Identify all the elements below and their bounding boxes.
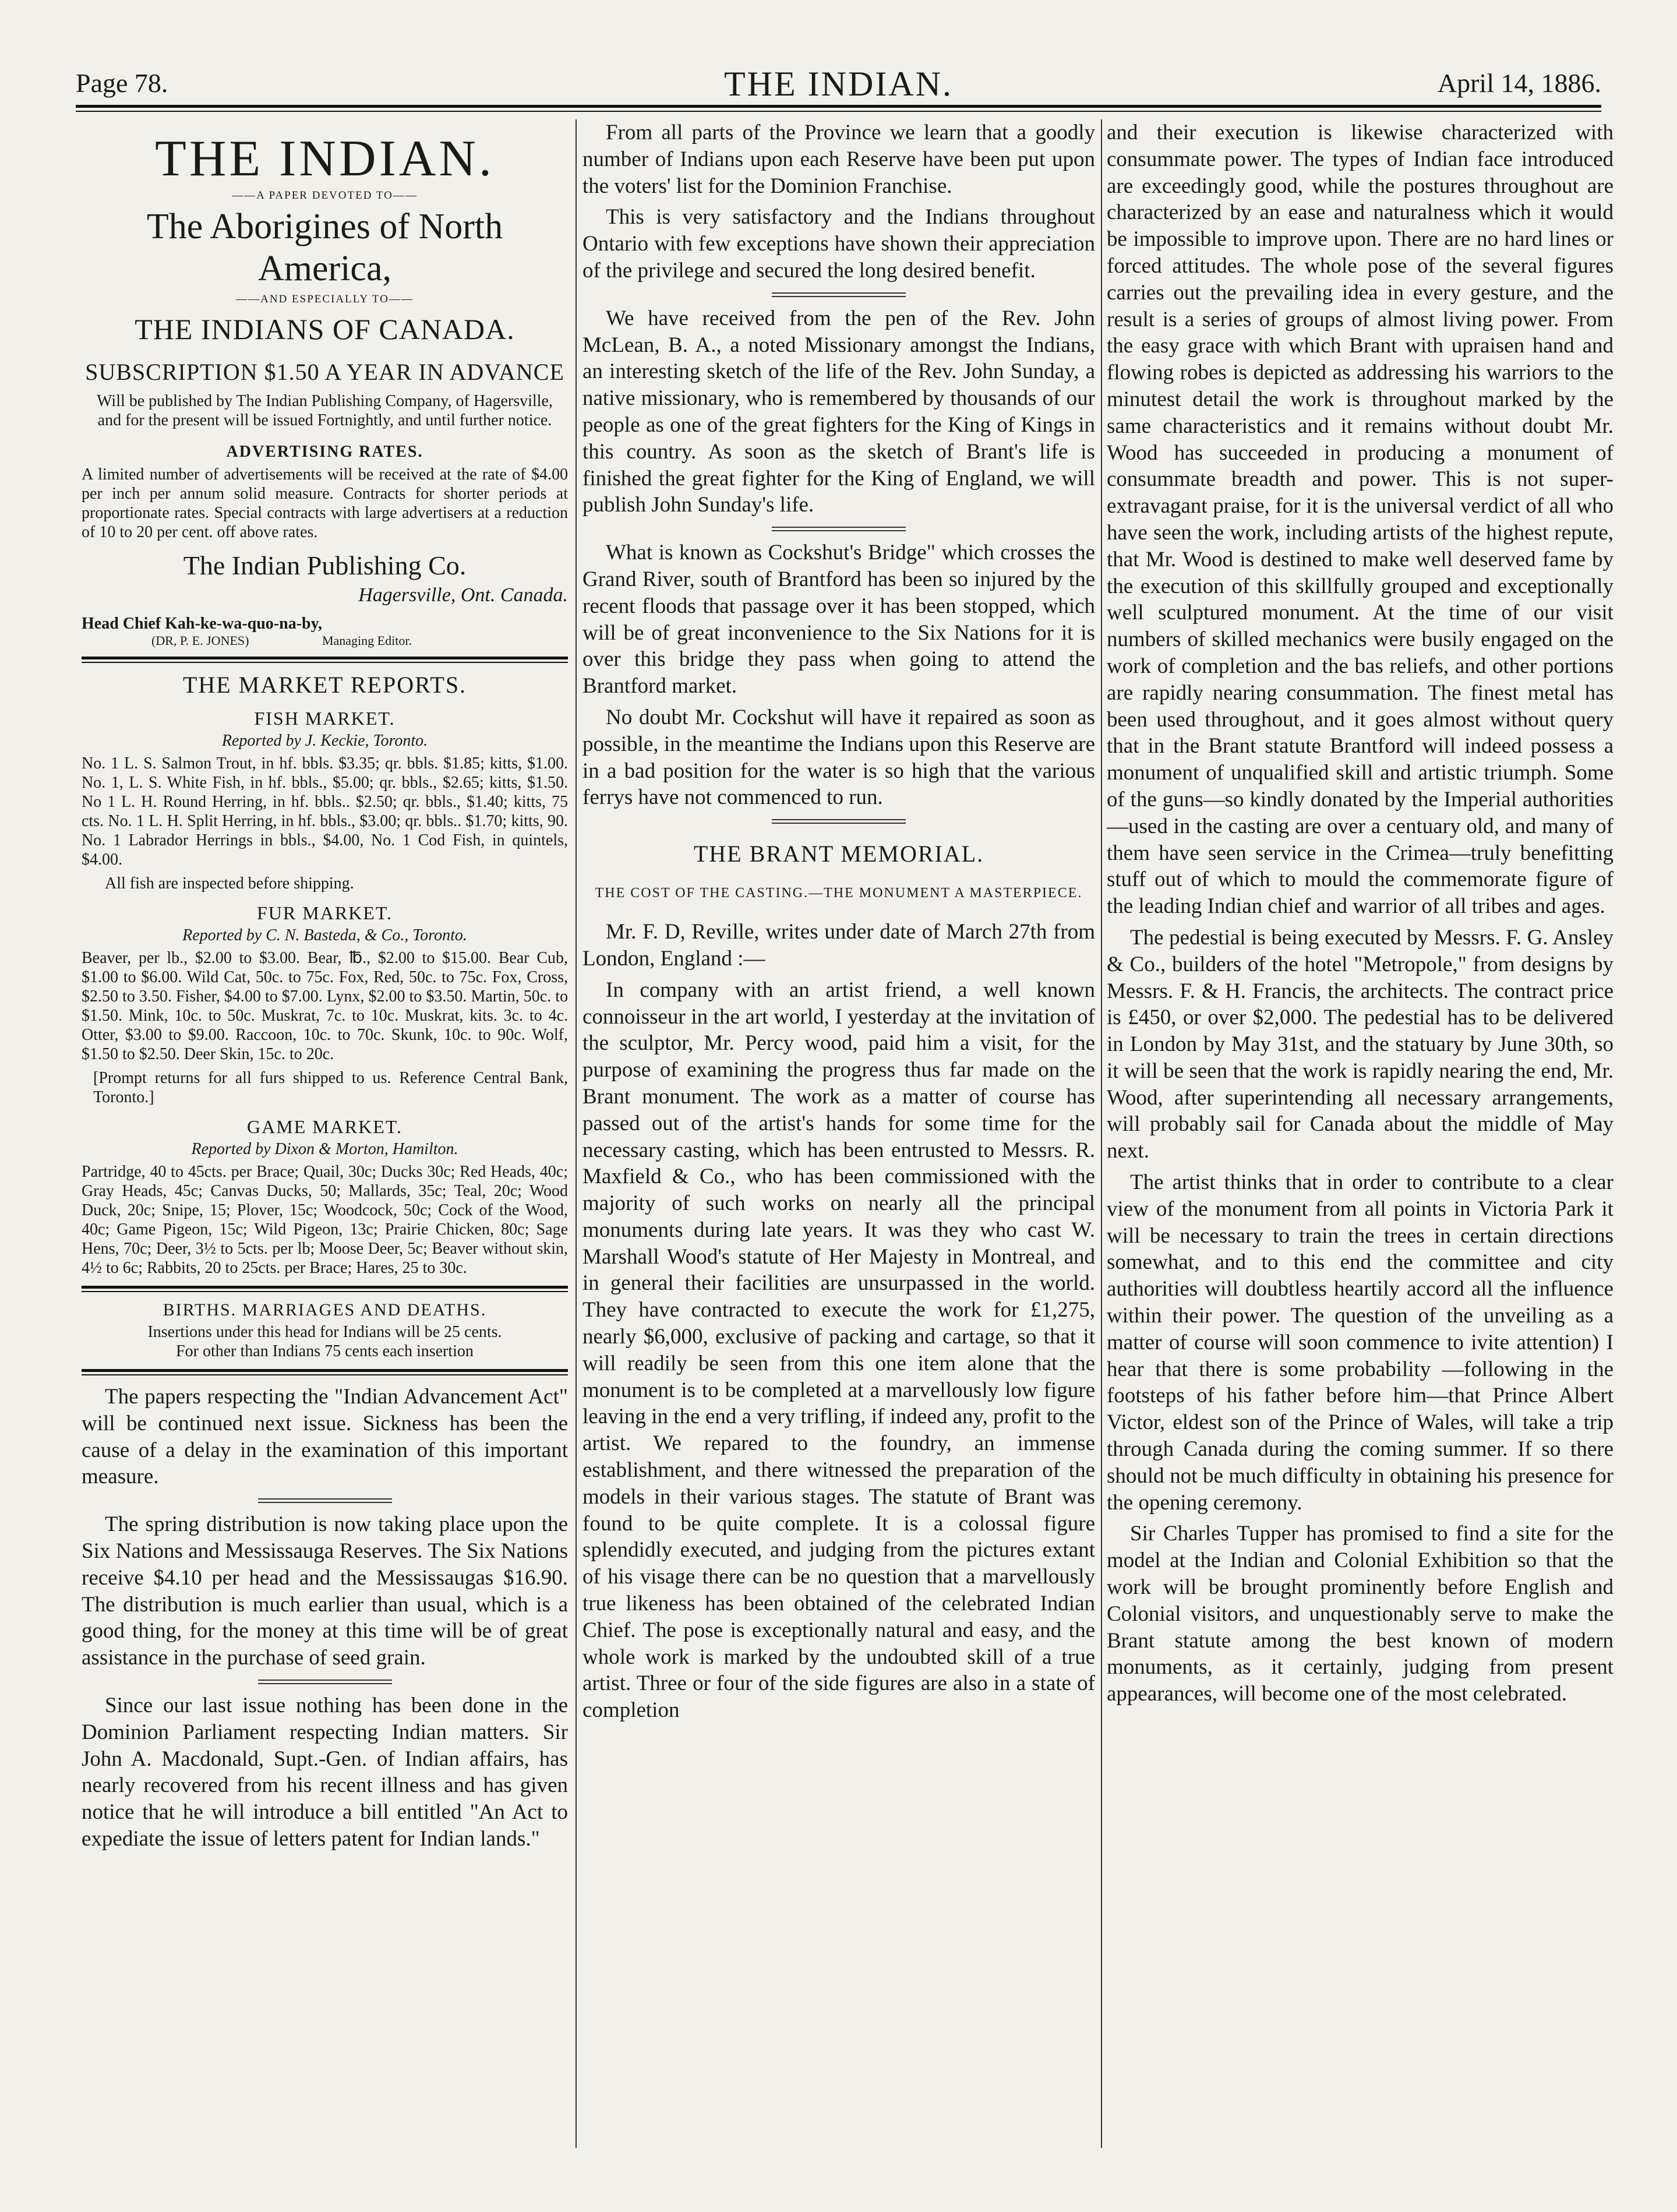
section-divider: [82, 1286, 568, 1292]
game-prices: Partridge, 40 to 45cts. per Brace; Quail, 30c; Ducks 30c; Red Heads, 40c; Gray Heads, 45c; Canvas Ducks, 50; Mallards, 35c; Teal, 20c; Wood Duck, 20c; Snipe, 15; Plover, 15c; Woodcock, 50c; Cock of the Wood, 40c; Game Pigeon, 15c; Wild Pigeon, 13c; Prairie Chicken, 80c; Sage Hens, 70c; Deer, 3½ to 5cts. per lb; Moose Deer, 5c; Beaver without skin, 4½ to 6c; Rabbits, 20 to 25cts. per Brace; Hares, 25 to 30c.: [82, 1163, 568, 1277]
fish-reporter: Reported by J. Keckie, Toronto.: [221, 732, 428, 750]
article-paragraph: Mr. F. D, Reville, writes under date of March 27th from London, England :—: [582, 920, 1095, 971]
article-paragraph: From all parts of the Province we learn that a goodly number of Indians upon each Reserve have been put upon the voters' list for the Dominion Franchise.: [582, 121, 1095, 198]
article-paragraph: The papers respecting the "Indian Advancement Act" will be continued next issue. Sickness has been the cause of a delay in the examination of this important measure.: [82, 1385, 568, 1489]
article-divider: [772, 819, 906, 824]
column-2: [582, 119, 1095, 2160]
masthead-devoted: ——A PAPER DEVOTED TO——: [232, 189, 418, 202]
running-title: THE INDIAN.: [724, 65, 953, 103]
births-heading: BIRTHS. MARRIAGES AND DEATHS.: [163, 1300, 487, 1320]
header-rule-thin: [76, 111, 1601, 112]
editor-dr: (DR, P. E. JONES): [151, 633, 249, 648]
fur-market-heading: FUR MARKET.: [257, 902, 393, 923]
masthead-aborigines: The Aborigines of North America,: [146, 207, 503, 288]
column-rule-2: [1101, 119, 1102, 2148]
article-divider: [258, 1680, 392, 1684]
article-paragraph: and their execution is likewise characterized with consummate power. The types of Indian face introduced are exceedingly good, while the postures throughout are characterized by an ease and naturalness which it would be impossible to improve upon. There are no hard lines or forced attitudes. The whole pose of the several figures carries out the prevailing idea in every gesture, and the result is a series of groups of almost living power. From the easy grace with which Brant with upraisen hand and flowing robes is depicted as addressing his warriors to the minutest detail the work is throughout marked by the same characteristics and it remains without doubt Mr. Wood has succeeded in producing a monument of consummate breadth and power. This is not super-extravagant praise, for it is the universal verdict of all who have seen the work, including artists of the highest repute, that Mr. Wood is destined to make well deserved fame by the execution of this skillfully grouped and exceptionally well sculptured monument. At the time of our visit numbers of skilled mechanics were busily engaged on the work of completion and the bas reliefs, and other portions are rapidly nearing consummation. The finest metal has been used throughout, and it goes almost without query that in the Brant statute Brantford will indeed possess a monument of unqualified skill and artistic triumph. Some of the guns—so kindly donated by the Imperial authorities—used in the casting are over a centuary old, and many of them have seen service in the Crimea—truly benefitting stuff out of which to mould the commemorate figure of the leading Indian chief and warrior of all tribes and ages.: [1107, 121, 1614, 919]
running-header: [76, 64, 1601, 111]
column-rule-1: [576, 119, 577, 2148]
births-text-1: Insertions under this head for Indians will be 25 cents.: [147, 1323, 502, 1341]
article-paragraph: Sir Charles Tupper has promised to find a site for the model at the Indian and Colonial Exhibition so that the work will be brought prominently before English and Colonial visitors, and unquestionably serve to make the Brant statute among the best known of modern monuments, as it certainly, judging from present appearances, will become one of the most celebrated.: [1107, 1522, 1614, 1706]
article-paragraph: In company with an artist friend, a well known connoisseur in the art world, I yesterday at the invitation of the sculptor, Mr. Percy wood, paid him a visit, for the purpose of examining the progress thus far made on the Brant monument. The work as a matter of course has passed out of the artist's hands for some time for the necessary casting, which has been entrusted to Messrs. R. Maxfield & Co., who has been commissioned with the majority of such works on nearly all the principal monuments during late years. It was they who cast W. Marshall Wood's statute of Her Majesty in Montreal, and in general their facilities are unsurpassed in the world. They have contracted to execute the work for £1,275, nearly $6,000, exclusive of packing and cartage, so that it will readily be seen from this one item alone that the monument is to be completed at a marvellously low figure leaving in the end a very trifling, if indeed any, profit to the artist. We repared to the foundry, an immense establishment, and there witnessed the preparation of the models in their various stages. The statute of Brant was found to be quite complete. It is a colossal figure splendidly executed, and judging from the pictures extant of his visage there can be no question that a marvellously true likeness has been obtained of the celebrated Indian Chief. The pose is exceptionally natural and easy, and the whole work is marked by the undoubted skill of a true artist. Three or four of the side figures are also in a state of completion: [582, 978, 1095, 1723]
advertising-heading: ADVERTISING RATES.: [226, 443, 423, 461]
births-text-2: For other than Indians 75 cents each insertion: [176, 1342, 474, 1360]
header-rule: [76, 105, 1601, 108]
article-divider: [258, 1498, 392, 1503]
fish-prices: No. 1 L. S. Salmon Trout, in hf. bbls. $3.35; qr. bbls. $1.85; kitts, $1.00. No. 1, L. S. White Fish, in hf. bbls., $5.00; qr. bbls., $2.65; kitts, $1.50. No 1 L. H. Round Herring, in hf. bbls.. $2.50; qr. bbls., $1.40; kitts, 75 cts. No. 1 L. H. Split Herring, in hf. bbls., $3.00; qr. bbls.. $1.70; kitts, 90. No. 1 Labrador Herrings in bbls., $4.00, No. 1 Cod Fish, in quintels, $4.00.: [82, 754, 568, 869]
article-divider: [772, 292, 906, 297]
editor-detail: [82, 633, 568, 648]
section-divider: [82, 1369, 568, 1375]
masthead-especially: ——AND ESPECIALLY TO——: [236, 293, 414, 305]
article-paragraph: No doubt Mr. Cockshut will have it repaired as soon as possible, in the meantime the Indians upon this Reserve are in a bad position for the water is so high that the various ferrys have not commenced to run.: [582, 705, 1095, 810]
brant-memorial-subheading: THE COST OF THE CASTING.—THE MONUMENT A MASTERPIECE.: [595, 885, 1083, 901]
subscription-line: SUBSCRIPTION $1.50 A YEAR IN ADVANCE: [85, 359, 564, 385]
fish-market-heading: FISH MARKET.: [254, 708, 396, 729]
fur-reporter: Reported by C. N. Basteda, & Co., Toronto.: [182, 926, 467, 944]
publication-note: Will be published by The Indian Publishing Company, of Hagersville, and for the present will be issued Fortnightly, and until further notice.: [97, 392, 553, 429]
game-reporter: Reported by Dixon & Morton, Hamilton.: [191, 1140, 458, 1158]
article-paragraph: The spring distribution is now taking place upon the Six Nations and Messissauga Reserves. The Six Nations receive $4.10 per head and the Messissaugas $16.90. The distribution is much earlier than usual, which is a good thing, for the money at this time will be of great assistance in the purchase of seed grain.: [82, 1512, 568, 1670]
article-paragraph: The artist thinks that in order to contribute to a clear view of the monument from all points in Victoria Park it will be necessary to train the trees in certain directions somewhat, and to this end the committee and city authorities will doubtless heartily accord all the influence within their power. The question of the unveiling as a matter of course will soon commence to ivite attention) I hear that there is some probability —following in the footsteps of his father before him—that Prince Albert Victor, eldest son of the Prince of Wales, will take a trip through Canada during the coming summer. If so there should not be much difficulty in obtaining his presence for the opening ceremony.: [1107, 1170, 1614, 1515]
article-paragraph: The pedestial is being executed by Messrs. F. G. Ansley & Co., builders of the hotel "Metropole," from designs by Messrs. F. & H. Francis, the architects. The contract price is £450, or over $2,000. The pedestial has to be delivered in London by May 31st, and the statuary by June 30th, so it will be seen that the work is rapidly nearing the end, Mr. Wood, after superintending all necessary arrangements, will probably sail for Canada about the middle of May next.: [1107, 925, 1614, 1163]
game-market-heading: GAME MARKET.: [247, 1116, 403, 1137]
advertising-text: A limited number of advertisements will be received at the rate of $4.00 per inch per annum solid measure. Contracts for shorter periods at proportionate rates. Special contracts with large advertisers at a reduction of 10 to 20 per cent. off above rates.: [82, 465, 568, 541]
masthead-indians-canada: THE INDIANS OF CANADA.: [135, 313, 515, 345]
issue-date: April 14, 1886.: [1437, 68, 1601, 98]
editor-name: Head Chief Kah-ke-wa-quo-na-by,: [82, 615, 323, 633]
column-1: [82, 119, 568, 2160]
publisher-place: Hagersville, Ont. Canada.: [358, 584, 568, 606]
article-paragraph: What is known as Cockshut's Bridge" which crosses the Grand River, south of Brantford has been so injured by the recent floods that passage over it has been stopped, which will be of great inconvenience to the Six Nations for it is over this bridge they pass when going to attend the Brantford market.: [582, 541, 1095, 698]
article-paragraph: This is very satisfactory and the Indians throughout Ontario with few exceptions have shown their appreciation of the privilege and secured the long desired benefit.: [582, 205, 1095, 283]
article-paragraph: We have received from the pen of the Rev. John McLean, B. A., a noted Missionary amongst the Indians, an interesting sketch of the life of the Rev. John Sunday, a native missionary, who is remembered by thousands of our people as one of the great fighters for the King of Kings in this country. As soon as the sketch of Brant's life is finished the great fighter for the King of England, we will publish John Sunday's life.: [582, 306, 1095, 517]
section-divider: [82, 657, 568, 663]
editor-role: Managing Editor.: [322, 633, 412, 648]
masthead-title: THE INDIAN.: [155, 130, 495, 187]
fur-note: [Prompt returns for all furs shipped to us. Reference Central Bank, Toronto.]: [93, 1069, 568, 1106]
article-paragraph: Since our last issue nothing has been done in the Dominion Parliament respecting Indian matters. Sir John A. Macdonald, Supt.-Gen. of Indian affairs, has nearly recovered from his recent illness and has given notice that he will introduce a bill entitled "An Act to expediate the issue of letters patent for Indian lands.": [82, 1693, 568, 1851]
article-divider: [772, 527, 906, 531]
fur-prices: Beaver, per lb., $2.00 to $3.00. Bear, ℔., $2.00 to $15.00. Bear Cub, $1.00 to $6.00. Wild Cat, 50c. to 75c. Fox, Red, 50c. to 75c. Fox, Cross, $2.50 to 3.50. Fisher, $4.00 to $7.00. Lynx, $2.00 to $3.50. Martin, 50c. to $1.50. Mink, 10c. to 50c. Muskrat, 7c. to 10c. Muskrat, kits. 3c. to 4c. Otter, $3.00 to $9.00. Raccoon, 10c. to 70c. Skunk, 10c. to 90c. Wolf, $1.50 to $2.50. Deer Skin, 15c. to 20c.: [82, 949, 568, 1063]
fish-note: All fish are inspected before shipping.: [105, 874, 354, 892]
publisher-name: The Indian Publishing Co.: [183, 551, 467, 580]
brant-memorial-heading: THE BRANT MEMORIAL.: [693, 841, 984, 867]
market-heading: THE MARKET REPORTS.: [182, 672, 467, 698]
page-number: Page 78.: [76, 68, 168, 98]
column-3: [1107, 119, 1614, 2160]
